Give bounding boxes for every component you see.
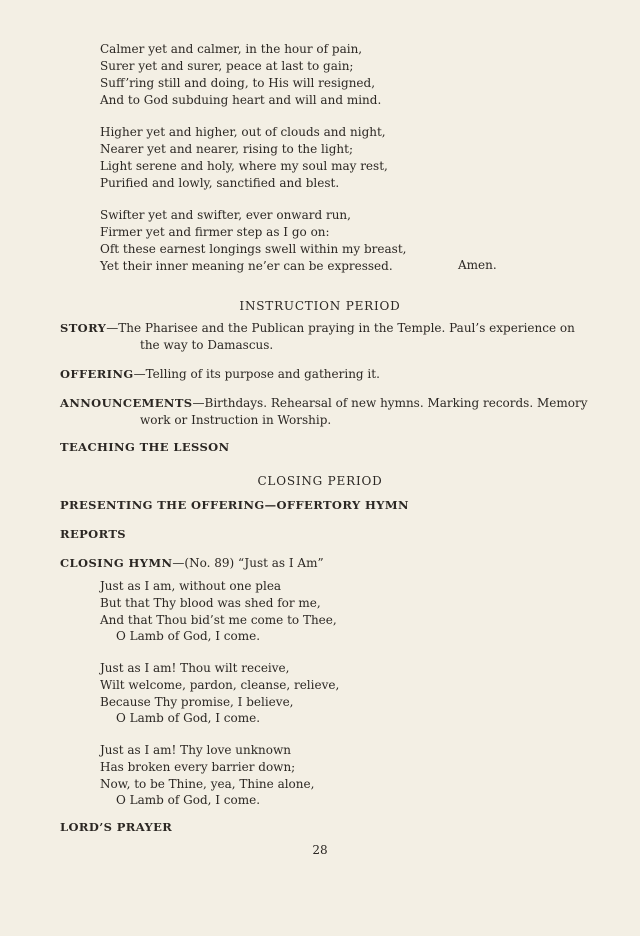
closing-hymn-line: Just as I am, without one plea: [100, 579, 282, 593]
section-title-instruction: INSTRUCTION PERIOD: [239, 299, 401, 313]
closing-hymn-refrain: O Lamb of God, I come.: [116, 793, 261, 807]
story-label: STORY: [60, 321, 107, 335]
presenting-heading: PRESENTING THE OFFERING—OFFERTORY HYMN: [60, 498, 409, 512]
announcements-text: —Birthdays. Rehearsal of new hymns. Marking records. Memory: [192, 396, 588, 410]
page-number: 28: [312, 843, 328, 857]
hymn-line: Firmer yet and firmer step as I go on:: [100, 225, 330, 239]
announcements-entry: [60, 395, 612, 429]
hymn-line: And to God subduing heart and will and mind.: [100, 93, 382, 107]
closing-hymn-heading: [60, 556, 324, 570]
section-title-closing: CLOSING PERIOD: [257, 474, 383, 488]
closing-hymn-line: Wilt welcome, pardon, cleanse, relieve,: [100, 678, 340, 692]
reports-heading: REPORTS: [60, 527, 127, 541]
closing-hymn-line: Just as I am! Thy love unknown: [100, 743, 291, 757]
story-text: —The Pharisee and the Publican praying in the Temple. Paul’s experience on: [106, 321, 575, 335]
closing-hymn-line: Just as I am! Thou wilt receive,: [100, 661, 290, 675]
lords-prayer-heading: LORD’S PRAYER: [60, 820, 173, 834]
closing-hymn-line: Because Thy promise, I believe,: [100, 695, 294, 709]
announcements-continuation: work or Instruction in Worship.: [140, 413, 332, 427]
hymn-line: Suff’ring still and doing, to His will resigned,: [100, 76, 376, 90]
hymn-line: Purified and lowly, sanctified and blest.: [100, 176, 340, 190]
offering-entry: [60, 366, 612, 383]
offering-text: —Telling of its purpose and gathering it.: [133, 367, 380, 381]
amen: Amen.: [458, 258, 497, 272]
hymn-line: Surer yet and surer, peace at last to gain;: [100, 59, 354, 73]
hymn-line: Oft these earnest longings swell within my breast,: [100, 242, 407, 256]
offering-label: OFFERING: [60, 367, 134, 381]
hymn-line: Swifter yet and swifter, ever onward run,: [100, 208, 351, 222]
hymn-line: Yet their inner meaning ne’er can be expressed.: [100, 259, 393, 273]
hymn-line: Higher yet and higher, out of clouds and night,: [100, 125, 386, 139]
closing-hymn-refrain: O Lamb of God, I come.: [116, 629, 261, 643]
closing-hymn-text: —(No. 89) “Just as I Am”: [172, 556, 324, 570]
hymn-line: Calmer yet and calmer, in the hour of pain,: [100, 42, 363, 56]
closing-hymn-refrain: O Lamb of God, I come.: [116, 711, 261, 725]
closing-hymn-line: But that Thy blood was shed for me,: [100, 596, 321, 610]
story-continuation: the way to Damascus.: [140, 338, 274, 352]
closing-hymn-line: Has broken every barrier down;: [100, 760, 296, 774]
hymn-line: Nearer yet and nearer, rising to the light;: [100, 142, 353, 156]
closing-hymn-label: CLOSING HYMN: [60, 556, 173, 570]
story-entry: [60, 320, 612, 354]
hymn-line: Light serene and holy, where my soul may rest,: [100, 159, 388, 173]
closing-hymn-line: Now, to be Thine, yea, Thine alone,: [100, 777, 315, 791]
closing-hymn-line: And that Thou bid’st me come to Thee,: [100, 613, 337, 627]
announcements-label: ANNOUNCEMENTS: [60, 396, 193, 410]
teaching-heading: TEACHING THE LESSON: [60, 440, 230, 454]
